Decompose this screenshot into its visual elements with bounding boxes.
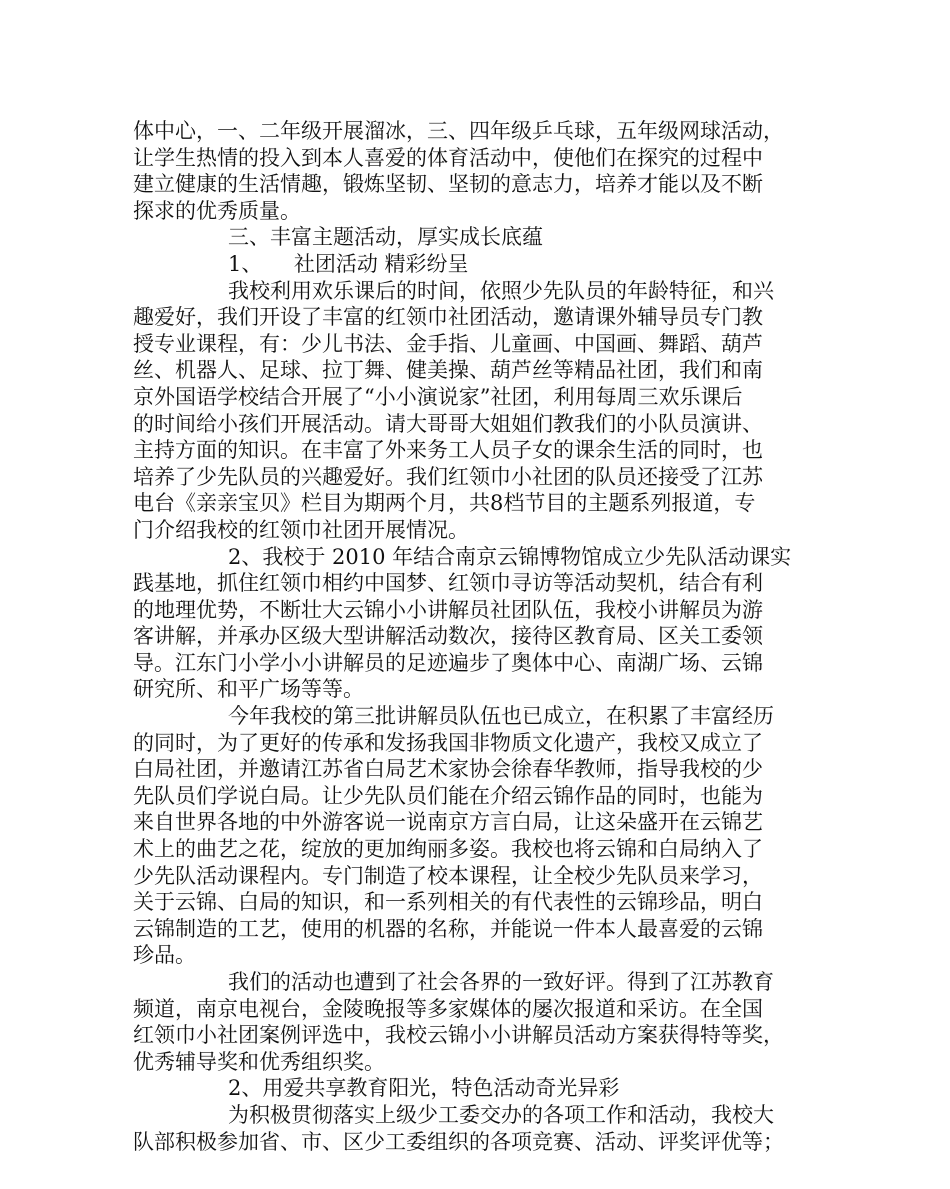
text-line: 体中心，一、二年级开展溜冰，三、四年级乒乓球，五年级网球活动， (133, 119, 784, 143)
text-line: 术上的曲艺之花，绽放的更加绚丽多姿。我校也将云锦和白局纳入了 (133, 837, 763, 862)
paragraph-first-line: 三、丰富主题活动，厚实成长底蕴 (228, 225, 543, 250)
text-line: 红领巾小社团案例评选中，我校云锦小小讲解员活动方案获得特等奖， (133, 1023, 784, 1048)
text-line: 少先队活动课程内。专门制造了校本课程，让全校少先队员来学习， (133, 863, 763, 888)
text-line: 客讲解，并承办区级大型讲解活动数次，接待区教育局、区关工委领 (133, 624, 763, 649)
text-line: 队部积极参加省、市、区少工委组织的各项竞赛、活动、评奖评优等； (133, 1129, 784, 1154)
text-line: 珍品。 (133, 943, 196, 968)
text-line: 主持方面的知识。在丰富了外来务工人员子女的课余生活的同时，也 (133, 438, 763, 463)
text-line: 关于云锦、白局的知识，和一系列相关的有代表性的云锦珍品，明白 (133, 890, 763, 915)
text-line: 探求的优秀质量。 (133, 198, 301, 223)
paragraph-first-line: 2、我校于 2010 年结合南京云锦博物馆成立少先队活动课实 (228, 544, 792, 569)
text-line: 京外国语学校结合开展了“小小演说家”社团，利用每周三欢乐课后 (133, 384, 743, 409)
text-line: 丝、机器人、足球、拉丁舞、健美操、葫芦丝等精品社团，我们和南 (133, 358, 763, 383)
text-line: 先队员们学说白局。让少先队员们能在介绍云锦作品的同时，也能为 (133, 783, 763, 808)
text-line: 研究所、和平广场等等。 (133, 677, 364, 702)
text-line: 的时间给小孩们开展活动。请大哥哥大姐姐们教我们的小队员演讲、 (133, 411, 763, 436)
text-line: 云锦制造的工艺，使用的机器的名称，并能说一件本人最喜爱的云锦 (133, 916, 763, 941)
paragraph-first-line: 我们的活动也遭到了社会各界的一致好评。得到了江苏教育 (228, 970, 774, 994)
text-line: 导。江东门小学小小讲解员的足迹遍步了奥体中心、南湖广场、云锦 (133, 650, 763, 675)
text-line: 授专业课程，有：少儿书法、金手指、儿童画、中国画、舞蹈、葫芦 (133, 331, 763, 356)
text-line: 培养了少先队员的兴趣爱好。我们红领巾小社团的队员还接受了江苏 (133, 464, 763, 489)
text-line: 建立健康的生活情趣，锻炼坚韧、坚韧的意志力，培养才能以及不断 (133, 172, 763, 197)
text-line: 的同时，为了更好的传承和发扬我国非物质文化遗产，我校又成立了 (133, 730, 763, 755)
text-line: 优秀辅导奖和优秀组织奖。 (133, 1049, 385, 1074)
paragraph-first-line: 1、 社团活动 精彩纷呈 (228, 251, 469, 276)
paragraph-first-line: 我校利用欢乐课后的时间，依照少先队员的年龄特征，和兴 (228, 278, 774, 303)
paragraph-first-line: 2、用爱共享教育阳光，特色活动奇光异彩 (228, 1076, 620, 1101)
text-line: 白局社团，并邀请江苏省白局艺术家协会徐春华教师，指导我校的少 (133, 757, 763, 782)
paragraph-first-line: 为积极贯彻落实上级少工委交办的各项工作和活动，我校大 (228, 1102, 774, 1127)
text-line: 电台《亲亲宝贝》栏目为期两个月，共8档节目的主题系列报道，专 (133, 491, 756, 516)
text-line: 趣爱好，我们开设了丰富的红领巾社团活动，邀请课外辅导员专门教 (133, 305, 763, 330)
text-line: 让学生热情的投入到本人喜爱的体育活动中，使他们在探究的过程中 (133, 145, 763, 170)
text-line: 来自世界各地的中外游客说一说南京方言白局，让这朵盛开在云锦艺 (133, 810, 763, 835)
paragraph-first-line: 今年我校的第三批讲解员队伍也已成立，在积累了丰富经历 (228, 704, 774, 729)
document-body (133, 118, 823, 1155)
text-line: 门介绍我校的红领巾社团开展情况。 (133, 517, 469, 542)
text-line: 践基地，抓住红领巾相约中国梦、红领巾寻访等活动契机，结合有利 (133, 571, 763, 596)
text-line: 频道，南京电视台，金陵晚报等多家媒体的屡次报道和采访。在全国 (133, 996, 763, 1021)
text-line: 的地理优势，不断壮大云锦小小讲解员社团队伍，我校小讲解员为游 (133, 597, 763, 622)
